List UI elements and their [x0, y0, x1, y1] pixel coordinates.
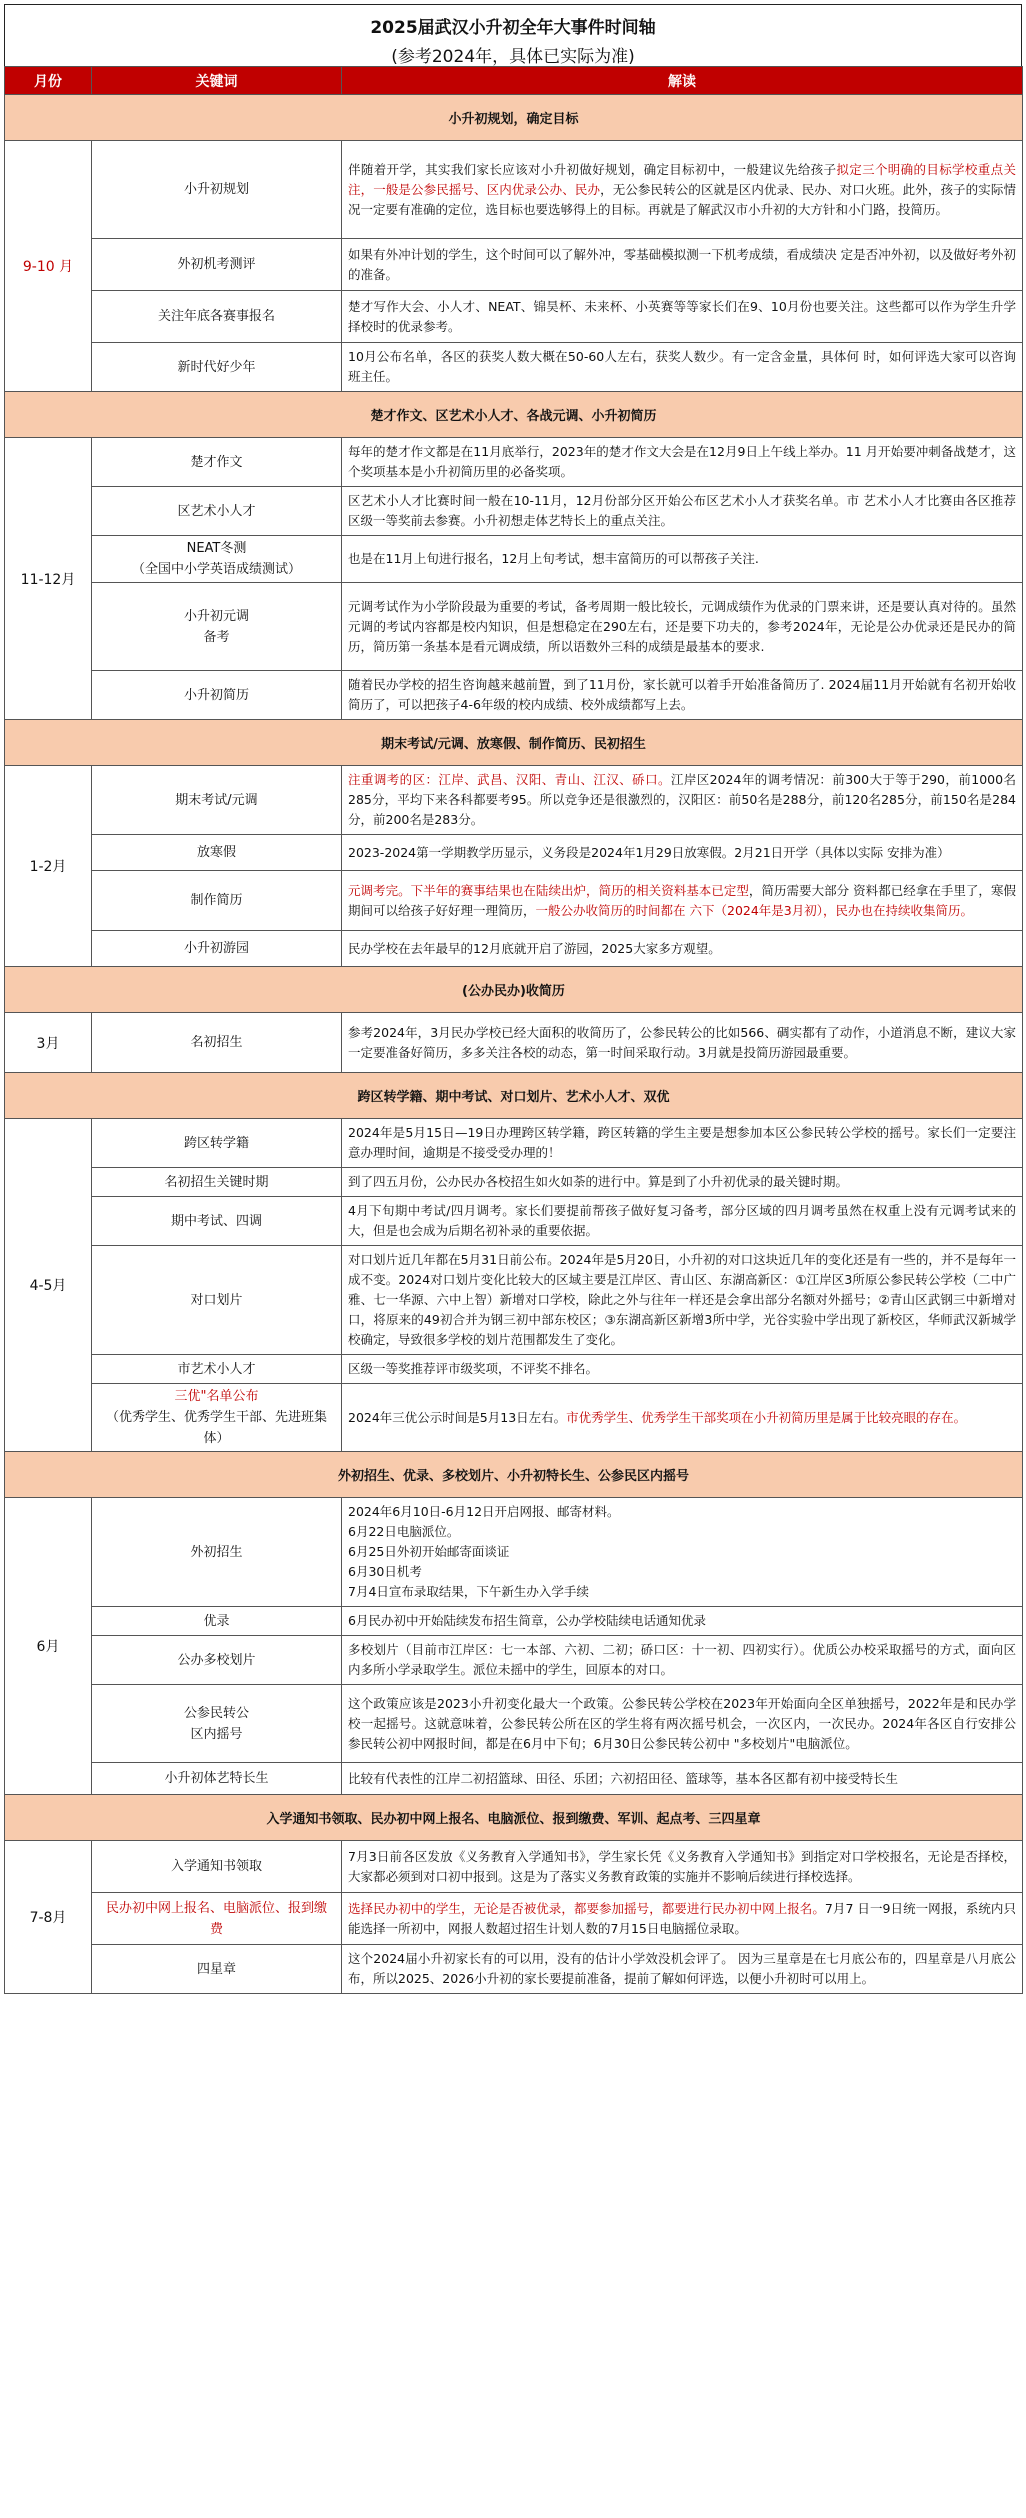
- description-text: 这个政策应该是2023小升初变化最大一个政策。公参民转公学校在2023年开始面向全区单独摇号，2022年是和民办学校一起摇号。这就意味着，公参民转公所在区的学生将有两次摇号机会，一次区内，一次民办。2024年各区自行安排公参民转公初中网报时间，都是在6月中下旬；6月30日公参民转公初中 "多校划片"电脑派位。: [348, 1695, 1016, 1751]
- description-cell: [342, 671, 1023, 720]
- keyword-cell: [92, 536, 342, 583]
- header-month: 月份: [5, 67, 92, 95]
- section-header-row: [5, 1073, 1023, 1119]
- page-subtitle: (参考2024年，具体已实际为准): [391, 47, 635, 67]
- keyword-cell: [92, 1893, 342, 1945]
- keyword-line: 期中考试、四调: [170, 1213, 262, 1229]
- table-row: [5, 487, 1023, 536]
- keyword-line: 三优"名单公布: [174, 1389, 259, 1404]
- keyword-cell: 小升初简历: [92, 671, 342, 720]
- month-cell: 6月: [5, 1498, 92, 1795]
- table-row: [5, 1636, 1023, 1685]
- table-row: [5, 1013, 1023, 1073]
- description-cell: [342, 1607, 1023, 1636]
- description-cell: [342, 583, 1023, 671]
- table-row: [5, 1893, 1023, 1945]
- table-row: [5, 1246, 1023, 1355]
- description-cell: [342, 1893, 1023, 1945]
- description-cell: [342, 343, 1023, 392]
- description-cell: [342, 835, 1023, 871]
- keyword-line: 民办初中网上报名、电脑派位、报到缴费: [105, 1900, 327, 1937]
- description-text: 4月下旬期中考试/四月调考。家长们要提前帮孩子做好复习备考，部分区域的四月调考虽然在权重上没有元调考试来的大，但是也会成为后期名初补录的重要依据。: [348, 1203, 1016, 1238]
- description-cell: [342, 1119, 1023, 1168]
- keyword-cell: 新时代好少年: [92, 343, 342, 392]
- table-row: [5, 1607, 1023, 1636]
- table-row: [5, 438, 1023, 487]
- description-cell: [342, 141, 1023, 239]
- description-text: 元调考完。下半年的赛事结果也在陆续出炉，简历的相关资料基本已定型: [348, 882, 749, 898]
- keyword-line: （全国中小学英语成绩测试）: [131, 562, 301, 577]
- description-cell: [342, 1636, 1023, 1685]
- keyword-cell: 制作简历: [92, 871, 342, 931]
- month-cell: 3月: [5, 1013, 92, 1073]
- description-cell: [342, 1197, 1023, 1246]
- month-cell: 1-2月: [5, 766, 92, 967]
- page-title: 2025届武汉小升初全年大事件时间轴: [370, 18, 656, 38]
- table-row: [5, 1384, 1023, 1452]
- table-row: [5, 1763, 1023, 1795]
- keyword-line: 小升初元调: [183, 608, 249, 624]
- month-cell: 9-10 月: [5, 141, 92, 392]
- keyword-cell: [92, 1197, 342, 1246]
- month-cell: 11-12月: [5, 438, 92, 720]
- section-header-row: [5, 1795, 1023, 1841]
- keyword-cell: 名初招生: [92, 1013, 342, 1073]
- keyword-line: 备考: [203, 629, 230, 645]
- table-row: [5, 871, 1023, 931]
- keyword-cell: 放寒假: [92, 835, 342, 871]
- description-text: 对口划片近几年都在5月31日前公布。2024年是5月20日，小升初的对口这块近几年的变化还是有一些的，并不是每年一成不变。2024对口划片变化比较大的区域主要是江岸区、青山区、东湖高新区：: [348, 1252, 1016, 1287]
- keyword-cell: 区艺术小人才: [92, 487, 342, 536]
- description-cell: [342, 438, 1023, 487]
- description-text: 注重调考的区：江岸、武昌、汉阳、青山、江汉、硚口。: [348, 772, 671, 787]
- description-cell: [342, 871, 1023, 931]
- section-title: 小升初规划，确定目标: [5, 95, 1023, 141]
- keyword-cell: 楚才作文: [92, 438, 342, 487]
- table-row: [5, 931, 1023, 967]
- keyword-cell: 外初机考测评: [92, 239, 342, 291]
- section-header-row: [5, 720, 1023, 766]
- table-row: [5, 1197, 1023, 1246]
- timeline-table: [4, 66, 1023, 1994]
- description-text: 元调考试作为小学阶段最为重要的考试，备考周期一般比较长，元调成绩作为优录的门票来讲，还是要认真对待的。虽然元调的考试内容都是校内知识，但是想稳定在290左右，还是要下功夫的，参考2024年，无论是公办优录还是民办的简历，简历第一条基本是看元调成绩，所以语数外三科的成绩是最基本的要求.: [348, 598, 1016, 654]
- section-header-row: [5, 1452, 1023, 1498]
- section-title: 楚才作文、区艺术小人才、各战元调、小升初简历: [5, 392, 1023, 438]
- keyword-cell: 入学通知书领取: [92, 1841, 342, 1893]
- keyword-cell: 跨区转学籍: [92, 1119, 342, 1168]
- keyword-line: NEAT冬测: [186, 541, 247, 556]
- table-row: [5, 766, 1023, 835]
- keyword-cell: 关注年底各赛事报名: [92, 291, 342, 343]
- keyword-cell: 外初招生: [92, 1498, 342, 1607]
- month-cell: 7-8月: [5, 1841, 92, 1994]
- description-text: 拟定三个明确的目标学校重点关注，一般是公参民摇号、区内优录公办、民办: [348, 161, 1016, 197]
- keyword-cell: [92, 1384, 342, 1452]
- description-text: 随着民办学校的招生咨询越来越前置，到了11月份，家长就可以着手开始准备简历了. 2024届11月开始就有名初开始收简历了，可以把孩子4-6年级的校内成绩、校外成绩都写上去。: [348, 677, 1016, 712]
- description-text: 每年的楚才作文都是在11月底举行，2023年的楚才作文大会是在12月9日上午线上举办。11 月开始要冲刺备战楚才，这个奖项基本是小升初简历里的必备奖项。: [348, 444, 1016, 479]
- table-row: [5, 583, 1023, 671]
- description-text: 这个2024届小升初家长有的可以用，没有的估计小学效没机会评了。 因为三星章是在七月底公布的，四星章是八月底公布，所以2025、2026小升初的家长要提前准备，提前了解如何评选，以便小升初时可以用上。: [348, 1951, 1016, 1986]
- keyword-cell: 公办多校划片: [92, 1636, 342, 1685]
- section-title: 跨区转学籍、期中考试、对口划片、艺术小人才、双优: [5, 1073, 1023, 1119]
- table-row: [5, 1498, 1023, 1607]
- keyword-line: 区内摇号: [190, 1726, 243, 1742]
- table-row: [5, 1355, 1023, 1384]
- keyword-cell: 四星章: [92, 1945, 342, 1994]
- description-text: ①江岸区3所原公参民转公学校（二中广雅、七一华源、六中上智）新增对口学校，除此之外与往年一样还是会拿出部分名额对外摇号；②青山区武钢三中新增对口，将原来的49初合并为钢三初中部东校区；③东湖高新区新增3所中学，光谷实验中学出现了新校区，华师武汉新城学校确定，导致很多学校的划片范围都发生了变化。: [348, 1272, 1016, 1347]
- description-cell: [342, 1384, 1023, 1452]
- description-text: 比较有代表性的江岸二初招篮球、田径、乐团；六初招田径、篮球等，基本各区都有初中接受特长生: [348, 1770, 899, 1786]
- keyword-cell: 期末考试/元调: [92, 766, 342, 835]
- table-row: [5, 239, 1023, 291]
- description-text: 7月7 日一9日统一网报，系统内只能选择一所初中，网报人数超过招生计划人数的7月15日电脑摇位录取。: [348, 1900, 1016, 1936]
- description-text: 6月22日电脑派位。: [348, 1524, 460, 1539]
- description-cell: [342, 1498, 1023, 1607]
- header-keyword: 关键词: [92, 67, 342, 95]
- table-row: [5, 1945, 1023, 1994]
- month-cell: 4-5月: [5, 1119, 92, 1452]
- description-text: 区艺术小人才比赛时间一般在10-11月，12月份部分区开始公布区艺术小人才获奖名单。市 艺术小人才比赛由各区推荐区级一等奖前去参赛。小升初想走体艺特长上的重点关注。: [348, 493, 1016, 528]
- description-text: 2024年是5月15日—19日办理跨区转学籍，跨区转籍的学生主要是想参加本区公参民转公学校的摇号。家长们一定要注意办理时间，逾期是不接受受办理的！: [348, 1125, 1016, 1160]
- description-text: 伴随着开学，其实我们家长应该对小升初做好规划，确定目标初中，一般建议先给孩子: [348, 161, 837, 177]
- description-text: 江岸区2024年的调考情况：前300大于等于290，前1000名285分，平均下来各科都要考95。所以竞争还是很激烈的，汉阳区：前50名是288分，前120名285分，前150名是284分，前200名是283分。: [348, 772, 1016, 827]
- table-row: [5, 343, 1023, 392]
- description-text: 也是在11月上旬进行报名，12月上旬考试，想丰富简历的可以帮孩子关注.: [348, 551, 759, 566]
- table-row: [5, 671, 1023, 720]
- description-cell: [342, 766, 1023, 835]
- description-text: ，简历需要大部分 资料都已经拿在手里了，寒假期间可以给孩子好好理一理简历，: [348, 882, 1016, 918]
- description-text: 选择民办初中的学生，无论是否被优录，都要参加摇号，都要进行民办初中网上报名。: [348, 1900, 825, 1916]
- keyword-line: （优秀学生、优秀学生干部、先进班集体）: [105, 1410, 327, 1446]
- keyword-line: 公参民转公: [183, 1705, 249, 1721]
- description-cell: [342, 239, 1023, 291]
- keyword-cell: 优录: [92, 1607, 342, 1636]
- description-text: 2024年三优公示时间是5月13日左右。: [348, 1409, 567, 1425]
- description-text: 2023-2024第一学期教学历显示，义务段是2024年1月29日放寒假。2月21日开学（具体以实际 安排为准）: [348, 844, 950, 860]
- keyword-cell: 名初招生关键时期: [92, 1168, 342, 1197]
- table-row: [5, 291, 1023, 343]
- table-row: [5, 1841, 1023, 1893]
- header-desc: 解读: [342, 67, 1023, 95]
- description-text: 7月3日前各区发放《义务教育入学通知书》，学生家长凭《义务教育入学通知书》到指定对口学校报名，无论是否择校，大家都必须到对口初中报到。这是为了落实义务教育政策的实施并不影响后续进行择校选择。: [348, 1848, 1016, 1884]
- description-text: 楚才写作大会、小人才、NEAT、锦昊杯、未来杯、小英赛等等家长们在9、10月份也要关注。这些都可以作为学生升学择校时的优录参考。: [348, 298, 1016, 334]
- description-text: 一般公办收简历的时间都在 六下（2024年是3月初），民办也在持续收集简历。: [535, 902, 974, 918]
- description-cell: [342, 1945, 1023, 1994]
- description-cell: [342, 1168, 1023, 1197]
- description-cell: [342, 1841, 1023, 1893]
- section-header-row: [5, 95, 1023, 141]
- description-text: 区级一等奖推荐评市级奖项，不评奖不排名。: [348, 1361, 599, 1376]
- description-text: 多校划片（目前市江岸区：七一本部、六初、二初；硚口区：十一初、四初实行）。优质公办校采取摇号的方式，面向区内多所小学录取学生。派位未摇中的学生，回原本的对口。: [348, 1642, 1016, 1677]
- section-header-row: [5, 967, 1023, 1013]
- table-row: [5, 1685, 1023, 1763]
- description-cell: [342, 487, 1023, 536]
- description-text: 6月25日外初开始邮寄面谈证: [348, 1544, 510, 1559]
- keyword-cell: 小升初规划: [92, 141, 342, 239]
- description-text: 如果有外冲计划的学生，这个时间可以了解外冲，零基础模拟测一下机考成绩，看成绩决 定是否冲外初，以及做好考外初的准备。: [348, 246, 1016, 282]
- description-cell: [342, 291, 1023, 343]
- description-text: 到了四五月份，公办民办各校招生如火如荼的进行中。算是到了小升初优录的最关键时期。: [348, 1174, 849, 1189]
- description-cell: [342, 931, 1023, 967]
- section-title: 入学通知书领取、民办初中网上报名、电脑派位、报到缴费、军训、起点考、三四星章: [5, 1795, 1023, 1841]
- keyword-cell: 小升初游园: [92, 931, 342, 967]
- description-text: 10月公布名单，各区的获奖人数大概在50-60人左右，获奖人数少。有一定含金量，具体何 时，如何评选大家可以咨询班主任。: [348, 349, 1016, 384]
- header-row: [5, 67, 1023, 95]
- description-cell: [342, 1763, 1023, 1795]
- description-cell: [342, 1355, 1023, 1384]
- description-cell: [342, 536, 1023, 583]
- description-text: 民办学校在去年最早的12月底就开启了游园，2025大家多方观望。: [348, 940, 721, 956]
- table-row: [5, 536, 1023, 583]
- description-text: 6月民办初中开始陆续发布招生简章，公办学校陆续电话通知优录: [348, 1613, 706, 1628]
- table-row: [5, 835, 1023, 871]
- section-title: (公办民办)收简历: [5, 967, 1023, 1013]
- description-cell: [342, 1013, 1023, 1073]
- description-cell: [342, 1685, 1023, 1763]
- keyword-cell: 小升初体艺特长生: [92, 1763, 342, 1795]
- description-text: 2024年6月10日-6月12日开启网报、邮寄材料。: [348, 1504, 620, 1519]
- description-cell: [342, 1246, 1023, 1355]
- keyword-cell: 市艺术小人才: [92, 1355, 342, 1384]
- section-header-row: [5, 392, 1023, 438]
- keyword-cell: 对口划片: [92, 1246, 342, 1355]
- description-text: ，无公参民转公的区就是区内优录、民办、对口火班。此外，孩子的实际情况一定要有准确的定位，选目标也要选够得上的目标。再就是了解武汉市小升初的大方针和小门路，投简历。: [348, 181, 1016, 217]
- description-text: 6月30日机考: [348, 1564, 422, 1579]
- table-row: [5, 1119, 1023, 1168]
- title-block: [4, 4, 1022, 66]
- keyword-cell: [92, 1685, 342, 1763]
- description-text: 7月4日宣布录取结果，下午新生办入学手续: [348, 1584, 589, 1599]
- table-row: [5, 1168, 1023, 1197]
- section-title: 期末考试/元调、放寒假、制作简历、民初招生: [5, 720, 1023, 766]
- description-text: 市优秀学生、优秀学生干部奖项在小升初简历里是属于比较亮眼的存在。: [566, 1409, 967, 1425]
- section-title: 外初招生、优录、多校划片、小升初特长生、公参民区内摇号: [5, 1452, 1023, 1498]
- description-text: 参考2024年，3月民办学校已经大面积的收简历了，公参民转公的比如566、碉实都有了动作，小道消息不断，建议大家一定要准备好简历，多多关注各校的动态，第一时间采取行动。3月就是投简历游园最重要。: [348, 1024, 1016, 1060]
- keyword-cell: [92, 583, 342, 671]
- table-row: [5, 141, 1023, 239]
